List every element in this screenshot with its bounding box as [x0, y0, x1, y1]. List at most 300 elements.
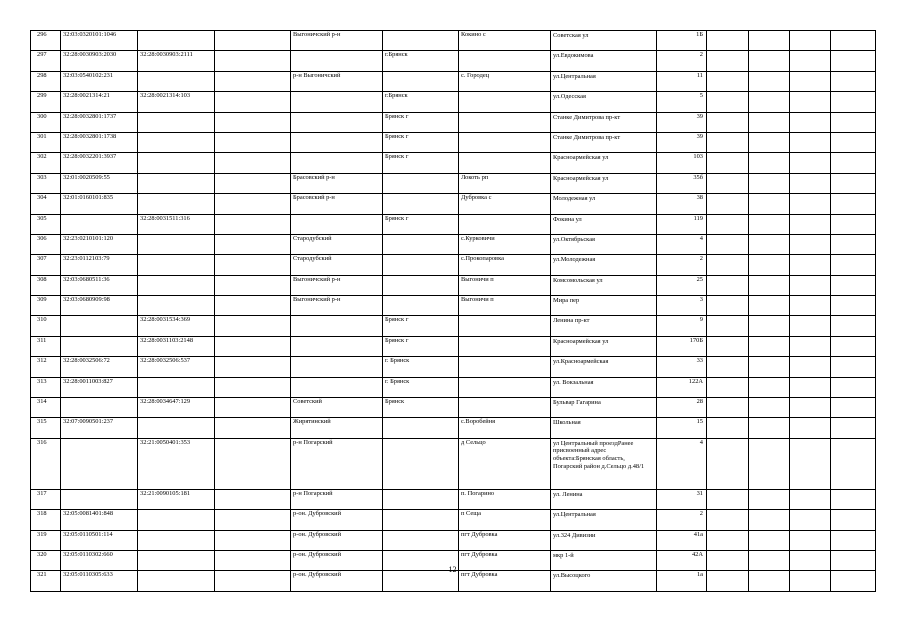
building-cadastral-number [138, 153, 215, 173]
house-number: 2 [657, 51, 707, 71]
house-number: 28 [657, 398, 707, 418]
empty-cell [790, 377, 831, 397]
empty-cell [215, 194, 291, 214]
empty-cell [215, 275, 291, 295]
cadastral-number: 32:03:0680909:98 [61, 296, 138, 316]
empty-cell [831, 510, 876, 530]
city [383, 234, 459, 254]
city: Брянск г [383, 132, 459, 152]
empty-cell [707, 398, 749, 418]
empty-cell [790, 173, 831, 193]
district [291, 153, 383, 173]
empty-cell [749, 510, 790, 530]
empty-cell [749, 296, 790, 316]
empty-cell [215, 316, 291, 336]
empty-cell [749, 398, 790, 418]
building-cadastral-number: 32:28:0032506:537 [138, 357, 215, 377]
settlement [459, 51, 551, 71]
row-number: 307 [31, 255, 61, 275]
building-cadastral-number [138, 275, 215, 295]
row-number: 321 [31, 571, 61, 591]
cadastral-number: 32:28:0032801:1738 [61, 132, 138, 152]
cadastral-number [61, 336, 138, 356]
building-cadastral-number: 32:28:0021314:103 [138, 92, 215, 112]
empty-cell [707, 214, 749, 234]
row-number: 310 [31, 316, 61, 336]
building-cadastral-number: 32:28:0031511:316 [138, 214, 215, 234]
building-cadastral-number [138, 194, 215, 214]
empty-cell [831, 92, 876, 112]
settlement: Выгоничи п [459, 296, 551, 316]
city: г.Брянск [383, 51, 459, 71]
cadastral-number: 32:03:0320101:1046 [61, 31, 138, 51]
house-number: 122А [657, 377, 707, 397]
district: Брасовский р-н [291, 173, 383, 193]
table-row [31, 275, 876, 295]
row-number: 305 [31, 214, 61, 234]
district [291, 51, 383, 71]
cadastral-number: 32:05:0110302:660 [61, 550, 138, 570]
empty-cell [831, 438, 876, 489]
row-number: 317 [31, 489, 61, 509]
building-cadastral-number [138, 418, 215, 438]
street: ул.324 Дивизии [551, 530, 657, 550]
street: ул. Ленина [551, 489, 657, 509]
empty-cell [707, 92, 749, 112]
empty-cell [790, 336, 831, 356]
settlement: Локоть рп [459, 173, 551, 193]
cadastral-number: 32:28:0011003:827 [61, 377, 138, 397]
street: ул.Евдокимова [551, 51, 657, 71]
district: Выгоничский р-н [291, 296, 383, 316]
empty-cell [831, 31, 876, 51]
house-number: 38 [657, 194, 707, 214]
row-number: 315 [31, 418, 61, 438]
row-number: 313 [31, 377, 61, 397]
city [383, 255, 459, 275]
building-cadastral-number [138, 173, 215, 193]
district: р-он. Дубровский [291, 530, 383, 550]
street: Молодежная ул [551, 194, 657, 214]
house-number: 39 [657, 112, 707, 132]
building-cadastral-number [138, 112, 215, 132]
empty-cell [749, 214, 790, 234]
empty-cell [749, 418, 790, 438]
house-number: 39 [657, 132, 707, 152]
empty-cell [831, 418, 876, 438]
building-cadastral-number: 32:28:0034647:129 [138, 398, 215, 418]
city [383, 71, 459, 91]
empty-cell [707, 510, 749, 530]
registry-rows [31, 31, 876, 592]
empty-cell [831, 51, 876, 71]
row-number: 316 [31, 438, 61, 489]
street: Красноармейская ул [551, 336, 657, 356]
house-number: 25 [657, 275, 707, 295]
city: Брянск г [383, 336, 459, 356]
cadastral-number: 32:07:0090501:237 [61, 418, 138, 438]
table-row [31, 71, 876, 91]
street: Красноармейская ул [551, 173, 657, 193]
house-number: 2 [657, 510, 707, 530]
row-number: 312 [31, 357, 61, 377]
empty-cell [749, 255, 790, 275]
table-row [31, 530, 876, 550]
district [291, 112, 383, 132]
city [383, 194, 459, 214]
city [383, 275, 459, 295]
empty-cell [749, 438, 790, 489]
settlement: с.Прокопаровка [459, 255, 551, 275]
empty-cell [215, 357, 291, 377]
table-row [31, 214, 876, 234]
street: ул.Октябрьская [551, 234, 657, 254]
table-row [31, 316, 876, 336]
building-cadastral-number: 32:21:0050401:353 [138, 438, 215, 489]
empty-cell [831, 377, 876, 397]
settlement [459, 214, 551, 234]
empty-cell [215, 296, 291, 316]
city: Брянск г [383, 112, 459, 132]
house-number: 11 [657, 71, 707, 91]
street: мкр 1-й [551, 550, 657, 570]
empty-cell [749, 112, 790, 132]
empty-cell [215, 336, 291, 356]
table-row [31, 336, 876, 356]
settlement [459, 398, 551, 418]
street: ул.Высоцкого [551, 571, 657, 591]
empty-cell [215, 112, 291, 132]
settlement: пгт Дубровка [459, 550, 551, 570]
settlement: пгт Дубровка [459, 571, 551, 591]
cadastral-number: 32:05:0081401:848 [61, 510, 138, 530]
empty-cell [831, 296, 876, 316]
table-row [31, 489, 876, 509]
empty-cell [749, 194, 790, 214]
city [383, 418, 459, 438]
empty-cell [831, 275, 876, 295]
table-row [31, 194, 876, 214]
district: р-н Погарский [291, 489, 383, 509]
empty-cell [831, 153, 876, 173]
district: р-он. Дубровский [291, 550, 383, 570]
empty-cell [707, 173, 749, 193]
district: Советский [291, 398, 383, 418]
house-number: 4 [657, 438, 707, 489]
district [291, 132, 383, 152]
house-number: 1а [657, 571, 707, 591]
district: Выгоничский р-н [291, 31, 383, 51]
empty-cell [707, 234, 749, 254]
empty-cell [215, 173, 291, 193]
empty-cell [707, 530, 749, 550]
settlement [459, 153, 551, 173]
empty-cell [749, 173, 790, 193]
house-number: 31 [657, 489, 707, 509]
empty-cell [749, 377, 790, 397]
house-number: 103 [657, 153, 707, 173]
empty-cell [749, 234, 790, 254]
row-number: 309 [31, 296, 61, 316]
table-row [31, 357, 876, 377]
empty-cell [749, 51, 790, 71]
building-cadastral-number: 32:21:0090105:181 [138, 489, 215, 509]
settlement: п. Погарино [459, 489, 551, 509]
empty-cell [707, 377, 749, 397]
row-number: 314 [31, 398, 61, 418]
cadastral-number: 32:28:0032506:72 [61, 357, 138, 377]
building-cadastral-number [138, 255, 215, 275]
district: Выгоничский р-н [291, 275, 383, 295]
cadastral-number: 32:23:0112103:79 [61, 255, 138, 275]
table-row [31, 132, 876, 152]
settlement: пгт Дубровка [459, 530, 551, 550]
empty-cell [749, 153, 790, 173]
street: Мира пер [551, 296, 657, 316]
house-number: 9 [657, 316, 707, 336]
empty-cell [215, 255, 291, 275]
city: Брянск г [383, 153, 459, 173]
district: Брасовский р-н [291, 194, 383, 214]
empty-cell [790, 71, 831, 91]
empty-cell [215, 132, 291, 152]
table-row [31, 418, 876, 438]
empty-cell [831, 336, 876, 356]
empty-cell [790, 275, 831, 295]
house-number: 170Б [657, 336, 707, 356]
empty-cell [707, 357, 749, 377]
empty-cell [749, 336, 790, 356]
empty-cell [215, 31, 291, 51]
street: Бульвар Гагарина [551, 398, 657, 418]
empty-cell [707, 418, 749, 438]
cadastral-number: 32:23:0210101:120 [61, 234, 138, 254]
empty-cell [790, 255, 831, 275]
empty-cell [707, 275, 749, 295]
empty-cell [790, 214, 831, 234]
table-row [31, 438, 876, 489]
cadastral-number: 32:03:0680511:36 [61, 275, 138, 295]
table-row [31, 51, 876, 71]
empty-cell [790, 31, 831, 51]
city: Брянск г [383, 214, 459, 234]
empty-cell [831, 214, 876, 234]
empty-cell [215, 92, 291, 112]
district: р-н Выгоничский [291, 71, 383, 91]
empty-cell [707, 438, 749, 489]
row-number: 304 [31, 194, 61, 214]
row-number: 299 [31, 92, 61, 112]
empty-cell [215, 71, 291, 91]
empty-cell [831, 194, 876, 214]
settlement: с.Курковичи [459, 234, 551, 254]
street: ул.Одесская [551, 92, 657, 112]
district [291, 336, 383, 356]
table-row [31, 296, 876, 316]
empty-cell [707, 194, 749, 214]
empty-cell [215, 438, 291, 489]
district: р-он. Дубровский [291, 510, 383, 530]
table-row [31, 255, 876, 275]
empty-cell [790, 153, 831, 173]
city [383, 31, 459, 51]
empty-cell [215, 51, 291, 71]
cadastral-number: 32:01:0160101:835 [61, 194, 138, 214]
cadastral-number [61, 316, 138, 336]
empty-cell [790, 112, 831, 132]
city [383, 489, 459, 509]
district: Стародубский [291, 234, 383, 254]
city: Брянск [383, 398, 459, 418]
street: ул.Красноармейская [551, 357, 657, 377]
house-number: 119 [657, 214, 707, 234]
settlement: Дубровка с [459, 194, 551, 214]
empty-cell [831, 112, 876, 132]
settlement: д Сельцо [459, 438, 551, 489]
street: Комсомольская ул [551, 275, 657, 295]
district: Жирятинский [291, 418, 383, 438]
building-cadastral-number [138, 234, 215, 254]
empty-cell [215, 214, 291, 234]
settlement [459, 92, 551, 112]
empty-cell [707, 31, 749, 51]
settlement [459, 377, 551, 397]
empty-cell [790, 234, 831, 254]
empty-cell [790, 51, 831, 71]
empty-cell [749, 316, 790, 336]
cadastral-number [61, 489, 138, 509]
city: г.Брянск [383, 92, 459, 112]
district [291, 214, 383, 234]
empty-cell [215, 530, 291, 550]
street: ул.Молодежная [551, 255, 657, 275]
building-cadastral-number [138, 296, 215, 316]
house-number: 4 [657, 234, 707, 254]
row-number: 303 [31, 173, 61, 193]
empty-cell [215, 398, 291, 418]
building-cadastral-number [138, 530, 215, 550]
empty-cell [790, 296, 831, 316]
table-row [31, 112, 876, 132]
empty-cell [749, 71, 790, 91]
city [383, 510, 459, 530]
building-cadastral-number [138, 31, 215, 51]
row-number: 308 [31, 275, 61, 295]
building-cadastral-number: 32:28:0031103:2148 [138, 336, 215, 356]
settlement: п Сеща [459, 510, 551, 530]
street: Фокина ул [551, 214, 657, 234]
house-number: 1Б [657, 31, 707, 51]
settlement: Выгоничи п [459, 275, 551, 295]
street: Станке Димитрова пр-кт [551, 132, 657, 152]
street: ул Центральный проездРанее присвоенный адрес объекта:Брянская область, Погарский район д.Сельцо д.48/1 [551, 438, 657, 489]
street: Школьная [551, 418, 657, 438]
district [291, 92, 383, 112]
city [383, 173, 459, 193]
street: ул. Вокзальная [551, 377, 657, 397]
settlement [459, 316, 551, 336]
empty-cell [749, 357, 790, 377]
cadastral-number: 32:01:0020509:55 [61, 173, 138, 193]
city [383, 296, 459, 316]
empty-cell [215, 510, 291, 530]
empty-cell [749, 530, 790, 550]
house-number: 41а [657, 530, 707, 550]
house-number: 5 [657, 92, 707, 112]
empty-cell [790, 357, 831, 377]
empty-cell [215, 418, 291, 438]
row-number: 320 [31, 550, 61, 570]
settlement [459, 112, 551, 132]
house-number: 3 [657, 296, 707, 316]
settlement [459, 357, 551, 377]
row-number: 300 [31, 112, 61, 132]
empty-cell [831, 71, 876, 91]
city [383, 530, 459, 550]
empty-cell [831, 234, 876, 254]
cadastral-number [61, 438, 138, 489]
cadastral-number: 32:05:0110501:114 [61, 530, 138, 550]
street: Красноармейская ул [551, 153, 657, 173]
row-number: 298 [31, 71, 61, 91]
table-row [31, 377, 876, 397]
empty-cell [707, 132, 749, 152]
empty-cell [707, 255, 749, 275]
empty-cell [831, 255, 876, 275]
district [291, 357, 383, 377]
empty-cell [749, 31, 790, 51]
empty-cell [790, 438, 831, 489]
empty-cell [749, 489, 790, 509]
street: Станке Димитрова пр-кт [551, 112, 657, 132]
empty-cell [215, 153, 291, 173]
row-number: 297 [31, 51, 61, 71]
empty-cell [707, 489, 749, 509]
house-number: 35б [657, 173, 707, 193]
building-cadastral-number: 32:28:0031534:369 [138, 316, 215, 336]
empty-cell [831, 173, 876, 193]
table-row [31, 92, 876, 112]
page-number: 12 [448, 565, 457, 574]
registry-table [30, 30, 876, 592]
empty-cell [790, 530, 831, 550]
settlement: с. Городец [459, 71, 551, 91]
row-number: 319 [31, 530, 61, 550]
row-number: 306 [31, 234, 61, 254]
district [291, 377, 383, 397]
empty-cell [831, 530, 876, 550]
table-row [31, 510, 876, 530]
empty-cell [215, 489, 291, 509]
row-number: 296 [31, 31, 61, 51]
settlement [459, 336, 551, 356]
building-cadastral-number [138, 132, 215, 152]
cadastral-number: 32:28:0032801:1737 [61, 112, 138, 132]
empty-cell [707, 112, 749, 132]
table-row [31, 153, 876, 173]
empty-cell [790, 316, 831, 336]
city: г. Брянск [383, 377, 459, 397]
settlement: Кокино с [459, 31, 551, 51]
empty-cell [707, 71, 749, 91]
empty-cell [831, 132, 876, 152]
house-number: 15 [657, 418, 707, 438]
table-row [31, 31, 876, 51]
cadastral-number: 32:03:0540102:231 [61, 71, 138, 91]
empty-cell [707, 296, 749, 316]
empty-cell [749, 275, 790, 295]
empty-cell [707, 51, 749, 71]
